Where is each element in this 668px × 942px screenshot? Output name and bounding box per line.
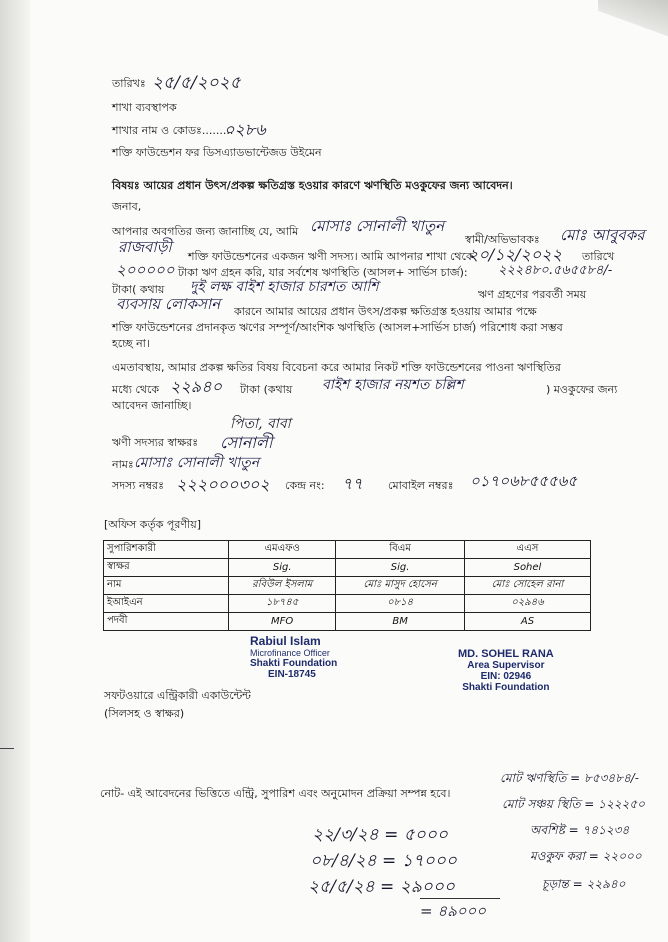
table-cell: মোঃ মাসুদ হোসেন	[336, 577, 465, 595]
software-accountant-label: সফটওয়ারে এন্ট্রিকারী একাউন্টেন্ট	[104, 689, 251, 702]
recommendation-table	[103, 540, 591, 631]
table-row-label: পদবী	[104, 613, 229, 631]
calc-right-line: অবশিষ্ট = ৭৪১২৩৪	[530, 823, 630, 837]
relation-hw: পিতা, বাবা	[230, 416, 291, 432]
table-row-label: ইআইএন	[104, 595, 229, 613]
memno-hw: ২২২০০০৩০২	[176, 475, 270, 494]
stamp-ein: EIN-18745	[268, 669, 316, 680]
date-label: তারিখঃ	[112, 77, 146, 90]
table-cell: ০৮১৪	[336, 595, 465, 613]
mobile-label: মোবাইল নম্বরঃ	[388, 479, 454, 492]
mfo-stamp	[250, 634, 337, 680]
table-cell: MFO	[229, 613, 336, 631]
mobile-hw: ০১৭০৬৮৫৫৫৬৫	[470, 472, 578, 490]
body-p2-line2c: ) মওকুফের জন্য	[546, 383, 618, 396]
outstanding-words-hw: দুই লক্ষ বাইশ হাজার চারশত আশি	[190, 279, 379, 295]
table-cell: ০২৯৪৬	[464, 595, 590, 613]
cause-hw: ব্যবসায় লোকসান	[116, 295, 221, 313]
addressee-title: শাখা ব্যবস্থাপক	[112, 101, 177, 114]
table-cell: Sig.	[229, 559, 336, 577]
name-hw: মোসাঃ সোনালী খাতুন	[134, 455, 260, 471]
table-header-cell: সুপারিশকারী	[104, 541, 229, 559]
calc-total: = ৪৯০০০	[420, 902, 487, 920]
calc-line: ০৮/৪/২৪ = ১৭০০০	[310, 851, 457, 871]
table-cell: AS	[464, 613, 590, 631]
body-p2-line2a: মধ্যে থেকে	[112, 383, 160, 396]
stamp-title: Area Supervisor	[467, 660, 545, 671]
table-cell: BM	[336, 613, 465, 631]
stamp-ein: EIN: 02946	[480, 671, 532, 682]
guardian-hw: মোঃ আবুবকর	[560, 226, 645, 244]
calc-line: ২৫/৫/২৪ = ২৯০০০	[308, 877, 455, 897]
organization-name: শক্তি ফাউন্ডেশন ফর ডিসএ্যাডভান্টেজড উইমেন	[112, 146, 322, 159]
body-p2-line2b: টাকা (কথায়	[240, 383, 293, 396]
note-text: নোট- এই আবেদনের ভিত্তিতে এন্ট্রি, সুপারিশ এবং অনুমোদন প্রক্রিয়া সম্পন্ন হবে।	[100, 787, 451, 800]
body-p1-line1b: স্বামী/অভিভাবকঃ	[465, 233, 540, 246]
branch-code-value: ০২৮৬	[224, 120, 266, 139]
subject-line: বিষয়ঃ আয়ের প্রধান উৎস/প্রকল্প ক্ষতিগ্রস্ত হওয়ার কারণে ঋণস্থিতি মওকুফের জন্য আবেদন।	[112, 179, 513, 192]
body-p1-line3a: টাকা ঋণ গ্রহন করি, যার সর্বশেষ ঋণস্থিতি (আসল+ সার্ভিস চার্জ):	[178, 266, 468, 279]
body-p2-line1: এমতাবস্থায়, আমার প্রকল্প ক্ষতির বিষয় বিবেচনা করে আমার নিকট শক্তি ফাউন্ডেশনের পাওনা ঋণস্থিতির	[112, 361, 561, 374]
stamp-title: Microfinance Officer	[250, 648, 330, 658]
page-corner-shadow	[598, 0, 668, 40]
body-p2-line3: আবেদন জানাচ্ছি।	[112, 399, 192, 412]
as-stamp	[458, 648, 554, 693]
calc-total-rule	[420, 898, 500, 899]
branch-name-hw: রাজবাড়ী	[118, 238, 172, 256]
office-use-label: [অফিস কর্তৃক পূরণীয়]	[104, 518, 201, 531]
body-p1-line4b: ঋণ গ্রহণের পরবর্তী সময়	[478, 288, 587, 301]
member-signature: সোনালী	[220, 433, 273, 452]
table-cell: মোঃ সোহেল রানা	[464, 577, 590, 595]
table-header-row	[104, 541, 591, 559]
table-cell: রবিউল ইসলাম	[229, 577, 336, 595]
name-label: নামঃ	[112, 458, 134, 471]
table-row-label: নাম	[104, 577, 229, 595]
memno-label: সদস্য নম্বরঃ	[112, 479, 164, 492]
waive-words-hw: বাইশ হাজার নয়শত চল্লিশ	[322, 377, 464, 393]
calc-line: ২২/৩/২৪ = ৫০০০	[312, 825, 448, 845]
date-value: ২৫/৫/২০২৫	[152, 73, 241, 93]
loan-amount-hw: ২০০০০০	[116, 261, 175, 279]
table-row	[104, 613, 591, 631]
table-header-cell: এমএফও	[229, 541, 336, 559]
stamp-name: Rabiul Islam	[250, 634, 321, 648]
body-p1-line7: হচ্ছে না।	[112, 337, 150, 350]
table-cell: Sig.	[336, 559, 465, 577]
calc-right-line: মওকুফ করা = ২২০০০	[530, 849, 642, 863]
center-label: কেন্দ্র নং:	[285, 479, 325, 492]
center-hw: ৭৭	[342, 474, 363, 493]
member-name-hw: মোসাঃ সোনালী খাতুন	[310, 217, 445, 235]
waive-amount-hw: ২২৯৪০	[170, 377, 222, 396]
calc-right-line: চূড়ান্ত = ২২৯৪০	[542, 877, 626, 891]
body-p1-line2b: তারিখে	[582, 250, 615, 263]
branch-code-label: শাখার নাম ও কোডঃ.........	[112, 124, 234, 137]
body-p1-line6: শক্তি ফাউন্ডেশনের প্রদানকৃত ঋণের সম্পূর্ণ/আংশিক ঋণস্থিতি (আসল+সার্ভিস চার্জ) পরিশোধ করা সম্ভব	[112, 321, 563, 334]
body-p1-line2: শক্তি ফাউন্ডেশনের একজন ঋণী সদস্য। আমি আপনার শাখা থেকে	[188, 250, 474, 263]
table-row-label: স্বাক্ষর	[104, 559, 229, 577]
table-cell: Sohel	[464, 559, 590, 577]
body-p1-line1a: আপনার অবগতির জন্য জানাচ্ছি যে, আমি	[112, 225, 299, 238]
stamp-name: MD. SOHEL RANA	[458, 648, 554, 660]
table-row	[104, 577, 591, 595]
table-cell: ১৮৭৪৫	[229, 595, 336, 613]
page-edge-shadow	[0, 0, 30, 942]
body-p1-line4a: টাকা( কথায়	[112, 283, 165, 296]
margin-mark	[0, 748, 14, 749]
calc-right-line: মোট ঋণস্থিতি = ৮৫৩৪৮৪/-	[500, 771, 639, 785]
outstanding-hw: ২২২৪৮০.৫৬৫৫৮৪/-	[498, 263, 613, 278]
stamp-org: Shakti Foundation	[250, 658, 338, 669]
table-header-cell: এএস	[464, 541, 590, 559]
calc-right-line: মোট সঞ্চয় স্থিতি = ১২২২৫০	[502, 797, 645, 811]
table-row	[104, 559, 591, 577]
software-seal-label: (সিলসহ ও স্বাক্ষর)	[104, 707, 185, 720]
loan-date-hw: ২০/১২/২০২২	[468, 245, 562, 264]
body-p1-line5: কারনে আমার আয়ের প্রধান উৎস/প্রকল্প ক্ষতিগ্রস্ত হওয়ায় আমার পক্ষে	[234, 305, 537, 318]
stamp-org: Shakti Foundation	[462, 682, 550, 693]
table-row	[104, 595, 591, 613]
salutation: জনাব,	[112, 200, 142, 213]
table-header-cell: বিএম	[336, 541, 465, 559]
sig-label: ঋণী সদস্যর স্বাক্ষরঃ	[112, 436, 199, 449]
